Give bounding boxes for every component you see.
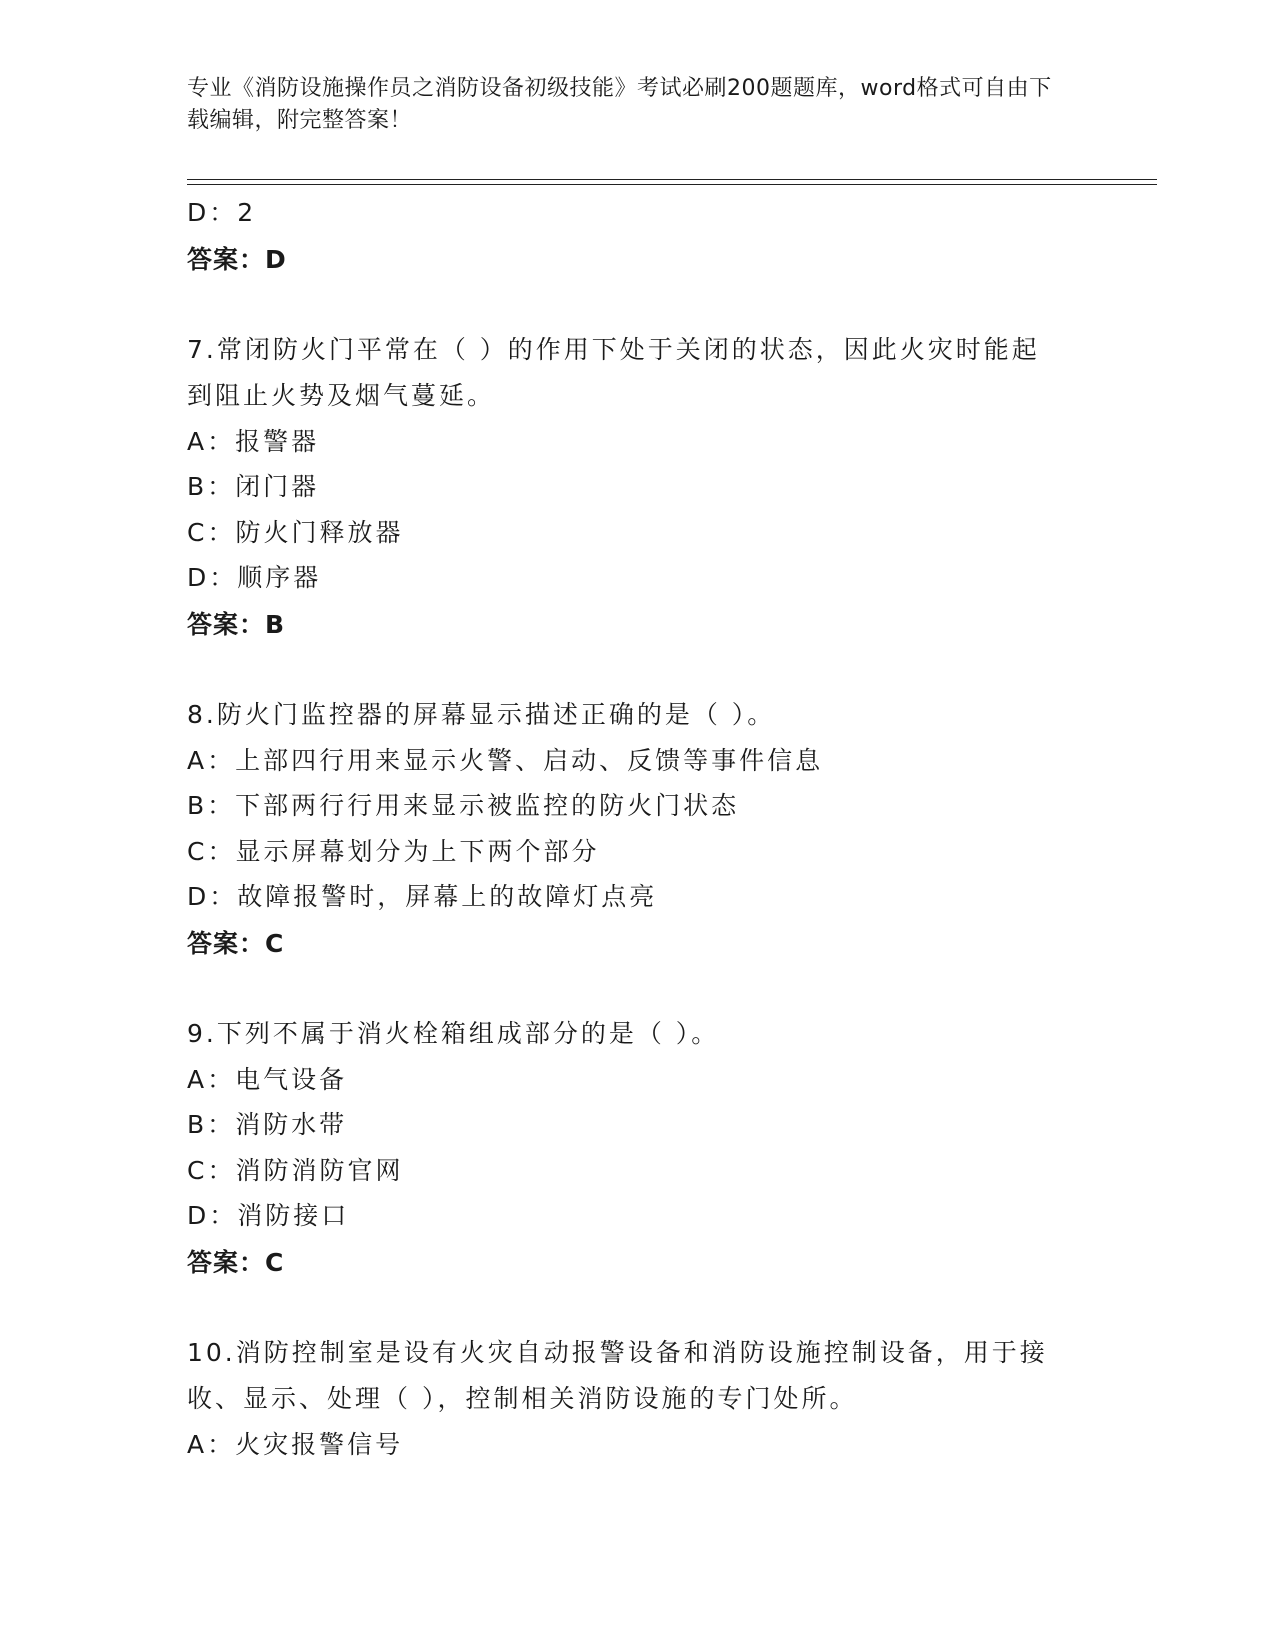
option-a: A：电气设备 xyxy=(187,1064,348,1094)
option-a: A：火灾报警信号 xyxy=(187,1429,404,1459)
spacer xyxy=(187,648,1087,692)
option-c: C：显示屏幕划分为上下两个部分 xyxy=(187,836,600,866)
header-divider-top xyxy=(187,179,1157,180)
question-text: 9.下列不属于消火栓箱组成部分的是（ ）。 xyxy=(187,1018,720,1048)
option-a: A：报警器 xyxy=(187,426,320,456)
option-c: C：防火门释放器 xyxy=(187,517,404,547)
option-c: C：消防消防官网 xyxy=(187,1155,404,1185)
question-content xyxy=(187,190,1087,1467)
option-d: D：顺序器 xyxy=(187,563,322,592)
option-a: A：上部四行用来显示火警、启动、反馈等事件信息 xyxy=(187,745,824,775)
option-b: B：闭门器 xyxy=(187,472,320,501)
question-9 xyxy=(187,1011,1087,1286)
spacer xyxy=(187,1286,1087,1330)
question-text: 8.防火门监控器的屏幕显示描述正确的是（ ）。 xyxy=(187,699,776,729)
header-divider-bottom xyxy=(187,184,1157,185)
question-text: 7.常闭防火门平常在（ ）的作用下处于关闭的状态，因此火灾时能起到阻止火势及烟气蔓延。 xyxy=(187,334,1040,410)
answer-line: 答案：C xyxy=(187,1247,285,1277)
option-b: B：下部两行行用来显示被监控的防火门状态 xyxy=(187,791,740,820)
answer-line: 答案：B xyxy=(187,609,286,639)
spacer xyxy=(187,283,1087,327)
option-d: D：2 xyxy=(187,198,257,227)
question-text: 10.消防控制室是设有火灾自动报警设备和消防设施控制设备，用于接收、显示、处理（ ），控制相关消防设施的专门处所。 xyxy=(187,1337,1048,1413)
option-d: D：故障报警时，屏幕上的故障灯点亮 xyxy=(187,882,658,911)
option-b: B：消防水带 xyxy=(187,1110,348,1139)
document-header: 专业《消防设施操作员之消防设备初级技能》考试必刷200题题库，word格式可自由下载编辑，附完整答案！ xyxy=(187,76,1052,133)
question-7 xyxy=(187,327,1087,648)
option-d: D：消防接口 xyxy=(187,1201,350,1230)
spacer xyxy=(187,967,1087,1011)
question-8 xyxy=(187,692,1087,967)
question-10 xyxy=(187,1330,1087,1468)
answer-line: 答案：C xyxy=(187,928,285,958)
answer-line: 答案：D xyxy=(187,244,287,274)
